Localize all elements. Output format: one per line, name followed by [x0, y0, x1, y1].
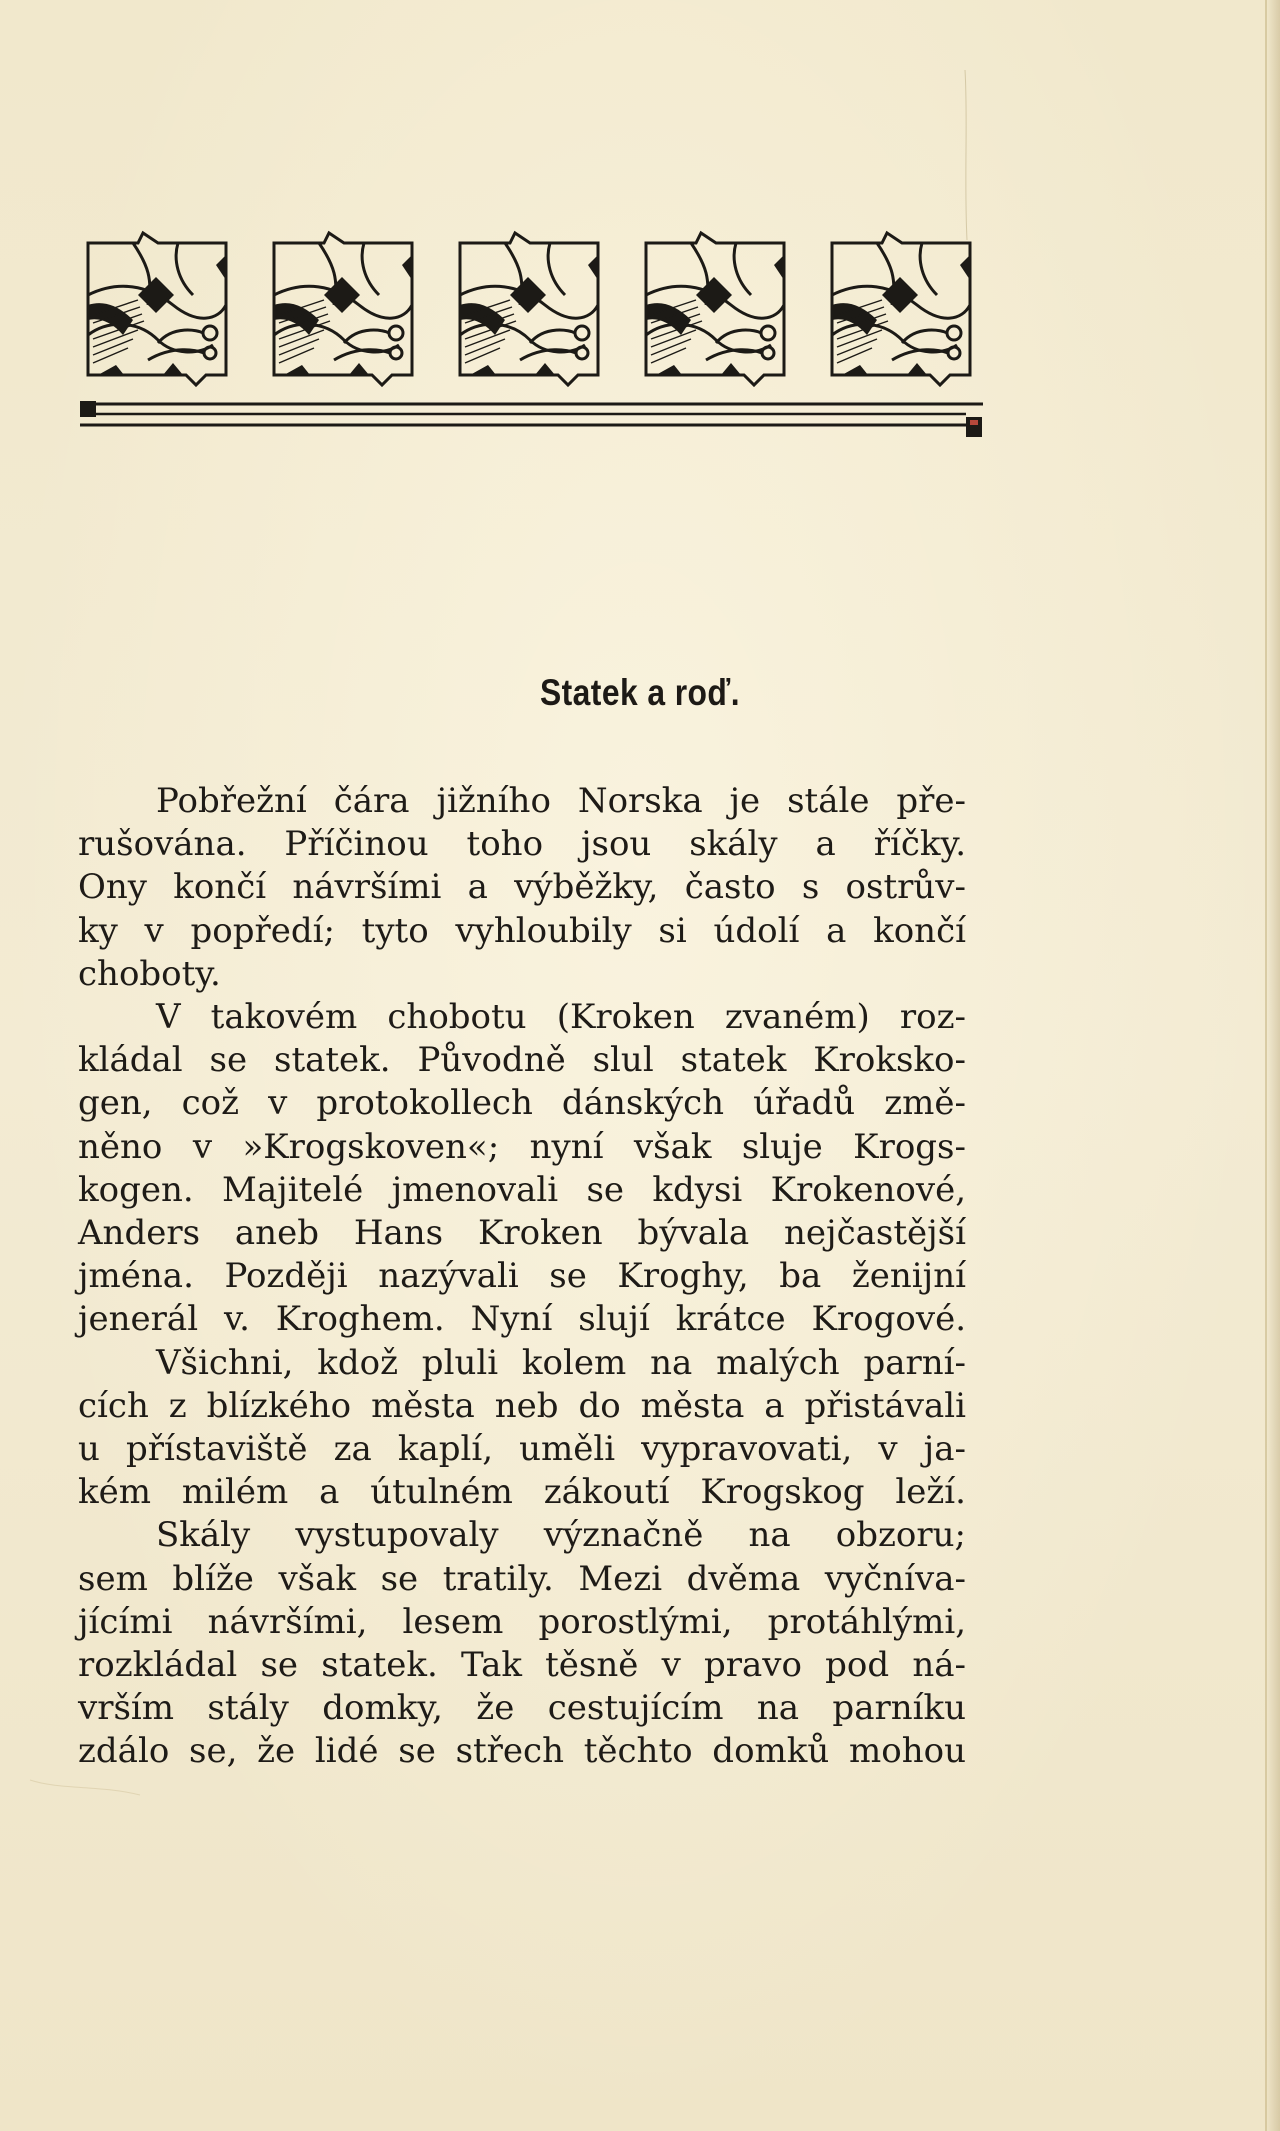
text-line: rušována. Příčinou toho jsou skály a říčky. — [78, 824, 966, 865]
text-line: gen, což v protokollech dánských úřadů změ- — [78, 1083, 966, 1124]
chapter-body — [78, 780, 966, 1774]
text-line: ky v popředí; tyto vyhloubily si údolí a končí — [78, 910, 966, 951]
text-line: rozkládal se statek. Tak těsně v pravo pod ná- — [78, 1645, 966, 1686]
text-line: jména. Později nazývali se Kroghy, ba ženijní — [78, 1256, 966, 1297]
text-line: něno v »Krogskoven«; nyní však sluje Krogs- — [78, 1126, 966, 1167]
floral-tile-icon — [78, 225, 236, 393]
text-line: zdálo se, že lidé se střech těchto domků mohou — [78, 1731, 966, 1772]
rule-accent-red — [970, 420, 978, 425]
text-line: kém milém a útulném zákoutí Krogskog leží. — [78, 1472, 966, 1513]
floral-tile-icon — [636, 225, 794, 393]
floral-tile-icon — [450, 225, 608, 393]
text-line: jícími návršími, lesem porostlými, protáhlými, — [78, 1601, 966, 1642]
header-ornament — [78, 215, 983, 445]
paragraph — [78, 780, 966, 996]
floral-tile-icon — [822, 225, 980, 393]
page-edge-shadow — [1266, 0, 1280, 2131]
text-line: u přístaviště za kaplí, uměli vypravovati, v ja- — [78, 1429, 966, 1470]
text-line: cích z blízkého města neb do města a přistávali — [78, 1385, 966, 1426]
paragraph — [78, 996, 966, 1342]
text-line: Pobřežní čára jižního Norska je stále pře- — [156, 781, 966, 821]
text-line: V takovém chobotu (Kroken zvaném) roz- — [156, 997, 966, 1038]
text-line: Všichni, kdož pluli kolem na malých parní- — [156, 1342, 966, 1383]
floral-tile-icon — [264, 225, 422, 393]
text-line: vrším stály domky, že cestujícím na parníku — [78, 1688, 966, 1729]
text-line: kládal se statek. Původně slul statek Krokskо- — [78, 1040, 966, 1081]
text-line: kogen. Majitelé jmenovali se kdysi Krokenové, — [78, 1169, 966, 1210]
paragraph — [78, 1342, 966, 1515]
rule-end-square-left — [80, 401, 96, 417]
paragraph — [78, 1514, 966, 1773]
text-line: Skály vystupovaly význačně na obzoru; — [156, 1515, 966, 1556]
ornament-double-rule — [78, 395, 983, 445]
text-line: jenerál v. Kroghem. Nyní slují krátce Krogové. — [78, 1299, 966, 1340]
text-line: Anders aneb Hans Kroken bývala nejčastější — [78, 1213, 966, 1254]
text-line: sem blíže však se tratily. Mezi dvěma vyčníva- — [78, 1558, 966, 1599]
text-line: choboty. — [78, 953, 221, 994]
text-line: Ony končí návršími a výběžky, často s ostrův- — [78, 867, 966, 908]
chapter-title: Statek a roď. — [539, 672, 741, 713]
ornament-tiles — [78, 215, 983, 395]
